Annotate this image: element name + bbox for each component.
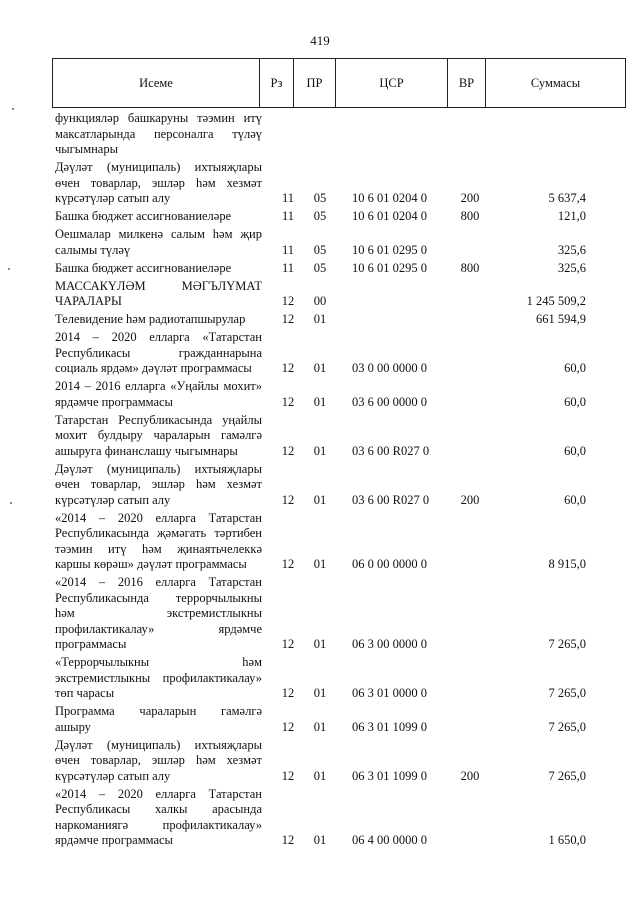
- row-rz: 11: [281, 242, 295, 257]
- row-name-line: наркоманиягә профилактикалау»: [55, 817, 262, 832]
- row-rz: 11: [281, 209, 295, 223]
- row-pr: 01: [313, 394, 327, 409]
- row-name-line: Дәүләт (муниципаль) ихтыяҗлары: [55, 461, 262, 476]
- row-csr: 03 6 00 0000 0: [352, 394, 427, 409]
- row-sum: 661 594,9: [536, 312, 586, 326]
- row-rz: 12: [281, 361, 295, 375]
- row-name: [55, 704, 262, 735]
- row-sum: 7 265,0: [548, 719, 586, 734]
- row-name: [55, 511, 262, 573]
- row-name-line: Республикасы гражданнарына: [55, 345, 262, 360]
- row-name-line: ярдәмче программасы: [55, 394, 173, 409]
- header-rz: Рз: [260, 59, 294, 107]
- row-csr: 06 0 00 0000 0: [352, 557, 427, 571]
- row-pr: 01: [313, 686, 327, 700]
- row-name-line: «Террорчылыкны һәм: [55, 655, 262, 669]
- row-csr: 06 3 01 0000 0: [352, 686, 427, 700]
- row-name-line: төп чарасы: [55, 686, 115, 700]
- row-name: [55, 575, 262, 653]
- row-name-line: Республикасында террорчылыкны: [55, 590, 262, 605]
- row-csr: 06 3 00 0000 0: [352, 637, 427, 651]
- row-name-line: күрсәтүләр сатып алу: [55, 768, 171, 783]
- row-name-line: профилактикалау» ярдәмче: [55, 621, 262, 636]
- row-pr: 01: [313, 312, 327, 326]
- row-name-line: функцияләр башкаруны тәэмин итү: [55, 111, 262, 125]
- row-sum: 325,6: [557, 260, 586, 275]
- row-name: [55, 738, 262, 785]
- row-csr: 03 0 00 0000 0: [352, 361, 427, 375]
- row-name: [55, 279, 262, 310]
- row-name-line: «2014 – 2020 елларга Татарстан: [55, 510, 262, 525]
- row-name-line: программасы: [55, 637, 127, 651]
- row-rz: 12: [281, 833, 295, 847]
- row-name: [55, 413, 262, 460]
- row-pr: 01: [313, 557, 327, 571]
- row-name-line: «2014 – 2016 елларга Татарстан: [55, 575, 262, 589]
- row-name-line: Программа чараларын гамәлгә: [55, 704, 262, 718]
- row-rz: 12: [281, 394, 295, 409]
- row-name-line: Татарстан Республикасында уңайлы: [55, 412, 262, 427]
- row-name-line: өчен товарлар, эшләр һәм хезмәт: [55, 175, 262, 190]
- row-name-line: Телевидение һәм радиотапшырулар: [55, 312, 246, 326]
- row-pr: 01: [313, 361, 327, 375]
- row-name-line: чыгымнары: [55, 142, 119, 156]
- row-vr: 800: [460, 209, 480, 223]
- row-sum: 60,0: [564, 492, 586, 507]
- row-name-line: Дәүләт (муниципаль) ихтыяҗлары: [55, 160, 262, 174]
- row-rz: 12: [281, 443, 295, 458]
- header-csr: ЦСР: [336, 59, 448, 107]
- scan-speck: [8, 268, 10, 270]
- row-sum: 1 650,0: [548, 833, 586, 847]
- row-pr: 05: [313, 242, 327, 257]
- row-name-line: Башка бюджет ассигнованиеләре: [55, 260, 232, 275]
- row-csr: 06 3 01 1099 0: [352, 768, 427, 783]
- row-csr: 03 6 00 R027 0: [352, 443, 430, 458]
- row-name-line: күрсәтүләр сатып алу: [55, 191, 171, 205]
- row-name-line: Республикасы халкы арасында: [55, 802, 262, 816]
- header-sum: Суммасы: [530, 75, 581, 90]
- row-sum: 5 637,4: [548, 191, 586, 205]
- row-name: [55, 655, 262, 702]
- row-vr: 200: [460, 191, 480, 205]
- row-rz: 11: [281, 191, 295, 205]
- row-csr: 10 6 01 0295 0: [352, 260, 427, 275]
- row-name-line: күрсәтүләр сатып алу: [55, 492, 171, 507]
- table-header: [52, 58, 626, 108]
- row-sum: 7 265,0: [548, 686, 586, 700]
- row-name-line: социаль ярдәм» дәүләт программасы: [55, 361, 252, 375]
- row-csr: 10 6 01 0295 0: [352, 242, 427, 257]
- row-name-line: өчен товарлар, эшләр һәм хезмәт: [55, 753, 262, 767]
- row-sum: 1 245 509,2: [526, 294, 586, 308]
- row-sum: 121,0: [557, 209, 586, 223]
- header-vr: ВР: [448, 59, 486, 107]
- row-name-line: һәм экстремистлыкны: [55, 606, 262, 620]
- row-name-line: өчен товарлар, эшләр һәм хезмәт: [55, 477, 262, 491]
- row-name-line: ашыруга финанслашу чыгымнары: [55, 443, 238, 458]
- row-vr: 800: [460, 260, 480, 275]
- row-name-line: ЧАРАЛАРЫ: [55, 294, 122, 308]
- row-pr: 01: [313, 768, 327, 783]
- row-rz: 11: [281, 260, 295, 275]
- row-name-line: МАССАКҮЛӘМ МӘГЪЛҮМАТ: [55, 278, 262, 293]
- row-pr: 05: [313, 191, 327, 205]
- row-name-line: Дәүләт (муниципаль) ихтыяҗлары: [55, 737, 262, 752]
- row-name-line: Оешмалар милкенә салым һәм җир: [55, 227, 262, 241]
- row-name-line: Республикасында җәмәгать тәртибен: [55, 526, 262, 540]
- row-vr: 200: [460, 768, 480, 783]
- row-name-line: 2014 – 2020 елларга «Татарстан: [55, 330, 262, 344]
- row-rz: 12: [281, 686, 295, 700]
- row-name: [55, 160, 262, 207]
- row-pr: 01: [313, 637, 327, 651]
- scan-speck: [10, 502, 12, 504]
- row-name-line: максатларында персоналга түләү: [55, 126, 262, 141]
- row-rz: 12: [281, 492, 295, 507]
- row-name-line: ашыру: [55, 719, 91, 734]
- row-name-line: мохит булдыру чараларын гамәлгә: [55, 428, 262, 442]
- row-name: [55, 227, 262, 258]
- row-sum: 7 265,0: [548, 637, 586, 651]
- row-sum: 7 265,0: [548, 768, 586, 783]
- row-pr: 01: [313, 443, 327, 458]
- row-name-line: 2014 – 2016 елларга «Уңайлы мохит»: [55, 379, 262, 393]
- row-name-line: тәэмин итү һәм җинаятьчелеккә: [55, 541, 262, 556]
- row-rz: 12: [281, 557, 295, 571]
- row-pr: 01: [313, 719, 327, 734]
- row-csr: 10 6 01 0204 0: [352, 209, 427, 223]
- row-sum: 8 915,0: [548, 557, 586, 571]
- row-name-line: экстремистлыкны профилактикалау»: [55, 670, 262, 685]
- row-pr: 00: [313, 294, 327, 308]
- page-number: 419: [310, 33, 330, 48]
- row-rz: 12: [281, 294, 295, 308]
- row-rz: 12: [281, 768, 295, 783]
- row-sum: 325,6: [557, 242, 586, 257]
- row-csr: 06 3 01 1099 0: [352, 719, 427, 734]
- row-csr: 10 6 01 0204 0: [352, 191, 427, 205]
- row-name: [55, 261, 262, 277]
- header-pr: ПР: [294, 59, 336, 107]
- row-name-line: каршы көрәш» дәүләт программасы: [55, 557, 247, 571]
- row-rz: 12: [281, 312, 295, 326]
- row-name: [55, 330, 262, 377]
- row-name: [55, 787, 262, 849]
- row-name-line: ярдәмче программасы: [55, 833, 173, 847]
- row-name: [55, 312, 262, 328]
- row-name: [55, 209, 262, 225]
- row-rz: 12: [281, 719, 295, 734]
- row-pr: 05: [313, 209, 327, 223]
- row-name-line: Башка бюджет ассигнованиеләре: [55, 209, 232, 223]
- header-name: Исеме: [53, 59, 260, 107]
- row-pr: 01: [313, 492, 327, 507]
- row-rz: 12: [281, 637, 295, 651]
- row-sum: 60,0: [564, 443, 586, 458]
- row-vr: 200: [460, 492, 480, 507]
- row-name: [55, 462, 262, 509]
- row-name: [55, 111, 262, 158]
- row-pr: 05: [313, 260, 327, 275]
- scan-speck: [12, 108, 14, 110]
- row-pr: 01: [313, 833, 327, 847]
- row-sum: 60,0: [564, 394, 586, 409]
- row-sum: 60,0: [564, 361, 586, 375]
- row-csr: 06 4 00 0000 0: [352, 833, 427, 847]
- row-name: [55, 379, 262, 410]
- row-csr: 03 6 00 R027 0: [352, 492, 430, 507]
- row-name-line: «2014 – 2020 елларга Татарстан: [55, 786, 262, 801]
- row-name-line: салымы түләү: [55, 242, 131, 257]
